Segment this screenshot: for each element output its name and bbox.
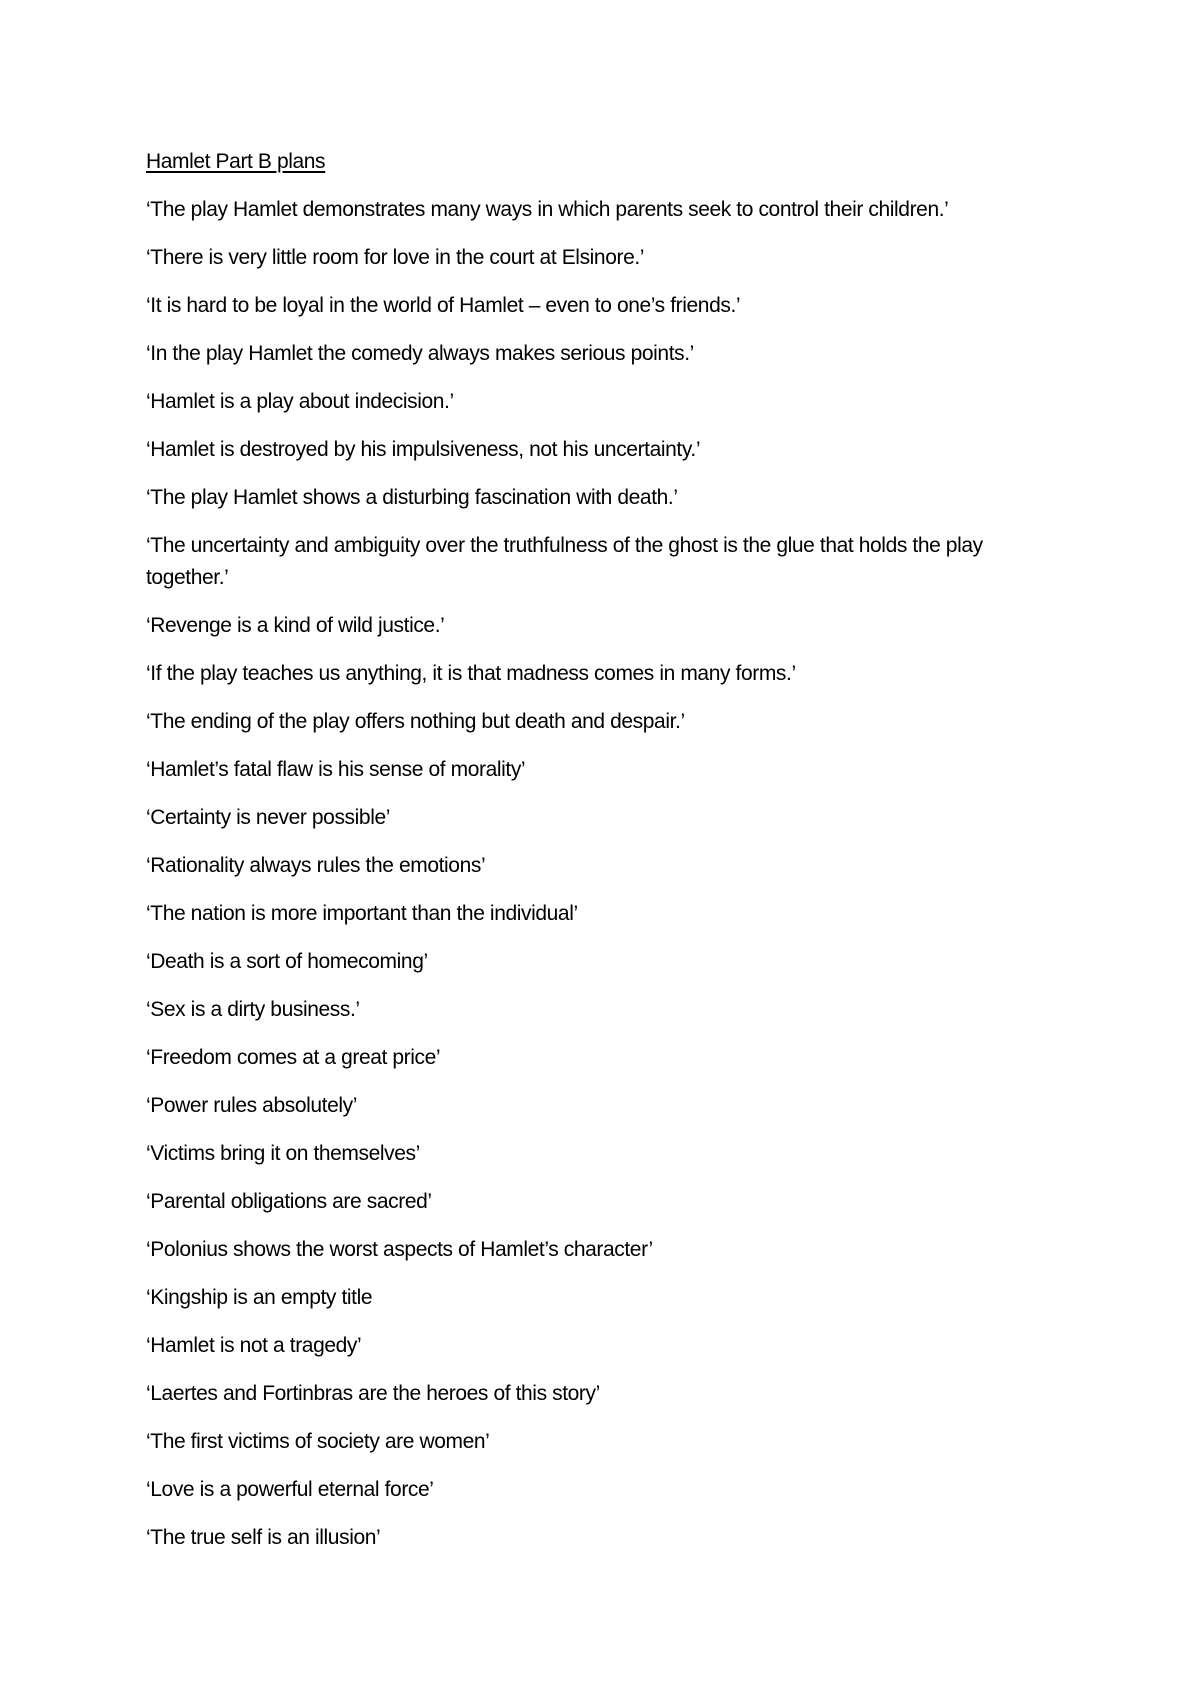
essay-prompt: ‘Hamlet’s fatal flaw is his sense of morality’ xyxy=(146,758,526,781)
essay-prompt: ‘The play Hamlet demonstrates many ways in which parents seek to control their children.’ xyxy=(146,198,949,221)
essay-prompt: ‘If the play teaches us anything, it is that madness comes in many forms.’ xyxy=(146,662,796,685)
document-body xyxy=(146,146,1066,1554)
essay-prompt: ‘Victims bring it on themselves’ xyxy=(146,1142,420,1165)
essay-prompt: ‘The play Hamlet shows a disturbing fascination with death.’ xyxy=(146,486,678,509)
essay-prompt: ‘Sex is a dirty business.’ xyxy=(146,998,360,1021)
essay-prompt: ‘Power rules absolutely’ xyxy=(146,1094,358,1117)
essay-prompt: ‘Hamlet is a play about indecision.’ xyxy=(146,390,454,413)
essay-prompt: ‘Freedom comes at a great price’ xyxy=(146,1046,441,1069)
essay-prompt: ‘The uncertainty and ambiguity over the truthfulness of the ghost is the glue that holds the play together.’ xyxy=(146,534,983,589)
essay-prompt: ‘Certainty is never possible’ xyxy=(146,806,391,829)
essay-prompt: ‘Parental obligations are sacred’ xyxy=(146,1190,432,1213)
essay-prompt: ‘Love is a powerful eternal force’ xyxy=(146,1478,434,1501)
essay-prompt: ‘In the play Hamlet the comedy always makes serious points.’ xyxy=(146,342,694,365)
essay-prompt: ‘The first victims of society are women’ xyxy=(146,1430,490,1453)
essay-prompt: ‘The ending of the play offers nothing but death and despair.’ xyxy=(146,710,685,733)
essay-prompt: ‘Laertes and Fortinbras are the heroes of this story’ xyxy=(146,1382,600,1405)
essay-prompt: ‘The true self is an illusion’ xyxy=(146,1526,381,1549)
essay-prompt: ‘Polonius shows the worst aspects of Hamlet’s character’ xyxy=(146,1238,653,1261)
essay-prompt: ‘It is hard to be loyal in the world of Hamlet – even to one’s friends.’ xyxy=(146,294,741,317)
essay-prompt: ‘Revenge is a kind of wild justice.’ xyxy=(146,614,445,637)
essay-prompt: ‘Hamlet is not a tragedy’ xyxy=(146,1334,362,1357)
essay-prompt: ‘The nation is more important than the individual’ xyxy=(146,902,578,925)
essay-prompt: ‘Rationality always rules the emotions’ xyxy=(146,854,486,877)
essay-prompt: ‘Hamlet is destroyed by his impulsiveness, not his uncertainty.’ xyxy=(146,438,701,461)
essay-prompt-list xyxy=(146,194,1066,1554)
essay-prompt: ‘Kingship is an empty title xyxy=(146,1286,373,1309)
document-title: Hamlet Part B plans xyxy=(146,150,326,173)
essay-prompt: ‘Death is a sort of homecoming’ xyxy=(146,950,428,973)
essay-prompt: ‘There is very little room for love in the court at Elsinore.’ xyxy=(146,246,645,269)
